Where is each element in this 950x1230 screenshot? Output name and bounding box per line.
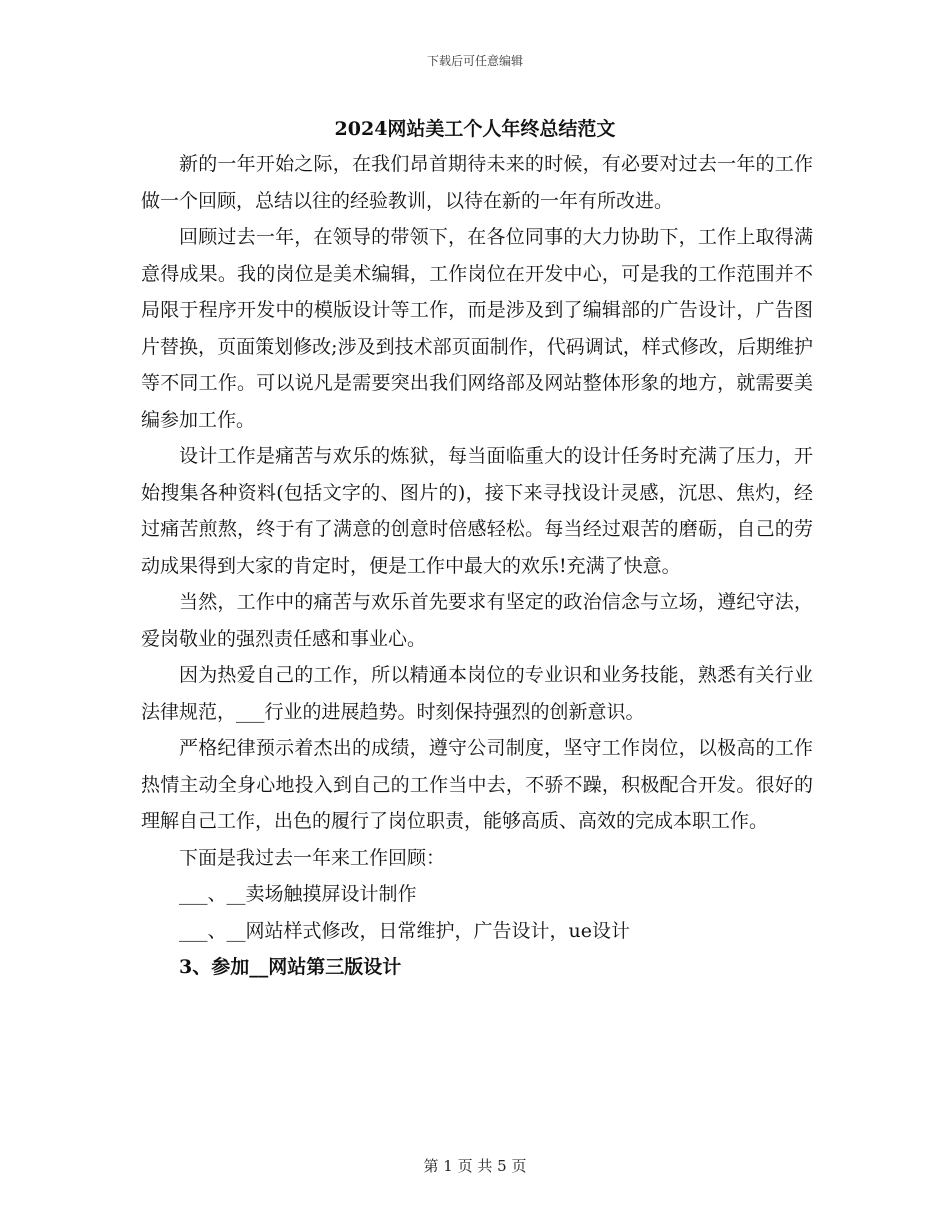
paragraph-intro: 新的一年开始之际，在我们昂首期待未来的时候，有必要对过去一年的工作做一个回顾，总结以往的经验教训，以待在新的一年有所改进。 xyxy=(141,153,813,212)
paragraph-review-intro: 下面是我过去一年来工作回顾： xyxy=(179,846,446,869)
document-body xyxy=(141,146,813,986)
header-note: 下载后可任意编辑 xyxy=(426,54,523,68)
list-item-touchscreen: ___、__卖场触摸屏设计制作 xyxy=(179,883,417,905)
paragraph-discipline: 严格纪律预示着杰出的成绩，遵守公司制度，坚守工作岗位，以极高的工作热情主动全身心地投入到自己的工作当中去，不骄不躁，积极配合开发。很好的理解自己工作，出色的履行了岗位职责，能够高质、高效的完成本职工作。 xyxy=(141,737,813,832)
paragraph-review: 回顾过去一年，在领导的带领下，在各位同事的大力协助下，工作上取得满意得成果。我的岗位是美术编辑，工作岗位在开发中心，可是我的工作范围并不局限于程序开发中的模版设计等工作，而是涉及到了编辑部的广告设计，广告图片替换，页面策划修改;涉及到技术部页面制作，代码调试，样式修改，后期维护等不同工作。可以说凡是需要突出我们网络部及网站整体形象的地方，就需要美编参加工作。 xyxy=(141,226,813,431)
paragraph-design-work: 设计工作是痛苦与欢乐的炼狱，每当面临重大的设计任务时充满了压力，开始搜集各种资料(包括文字的、图片的)，接下来寻找设计灵感，沉思、焦灼，经过痛苦煎熬，终于有了满意的创意时倍感轻松。每当经过艰苦的磨砺，自己的劳动成果得到大家的肯定时，便是工作中最大的欢乐!充满了快意。 xyxy=(141,445,813,577)
list-item-site-maintenance: ___、__网站样式修改，日常维护，广告设计，ue设计 xyxy=(179,919,630,942)
page-number: 第 1 页 共 5 页 xyxy=(423,1157,527,1175)
document-title: 2024网站美工个人年终总结范文 xyxy=(334,118,616,140)
section-heading: 3、参加__网站第三版设计 xyxy=(179,956,402,978)
paragraph-professional-skill: 因为热爱自己的工作，所以精通本岗位的专业识和业务技能，熟悉有关行业法律规范，___行业的进展趋势。时刻保持强烈的创新意识。 xyxy=(141,664,813,723)
paragraph-political-belief: 当然，工作中的痛苦与欢乐首先要求有坚定的政治信念与立场，遵纪守法，爱岗敬业的强烈责任感和事业心。 xyxy=(141,591,813,650)
